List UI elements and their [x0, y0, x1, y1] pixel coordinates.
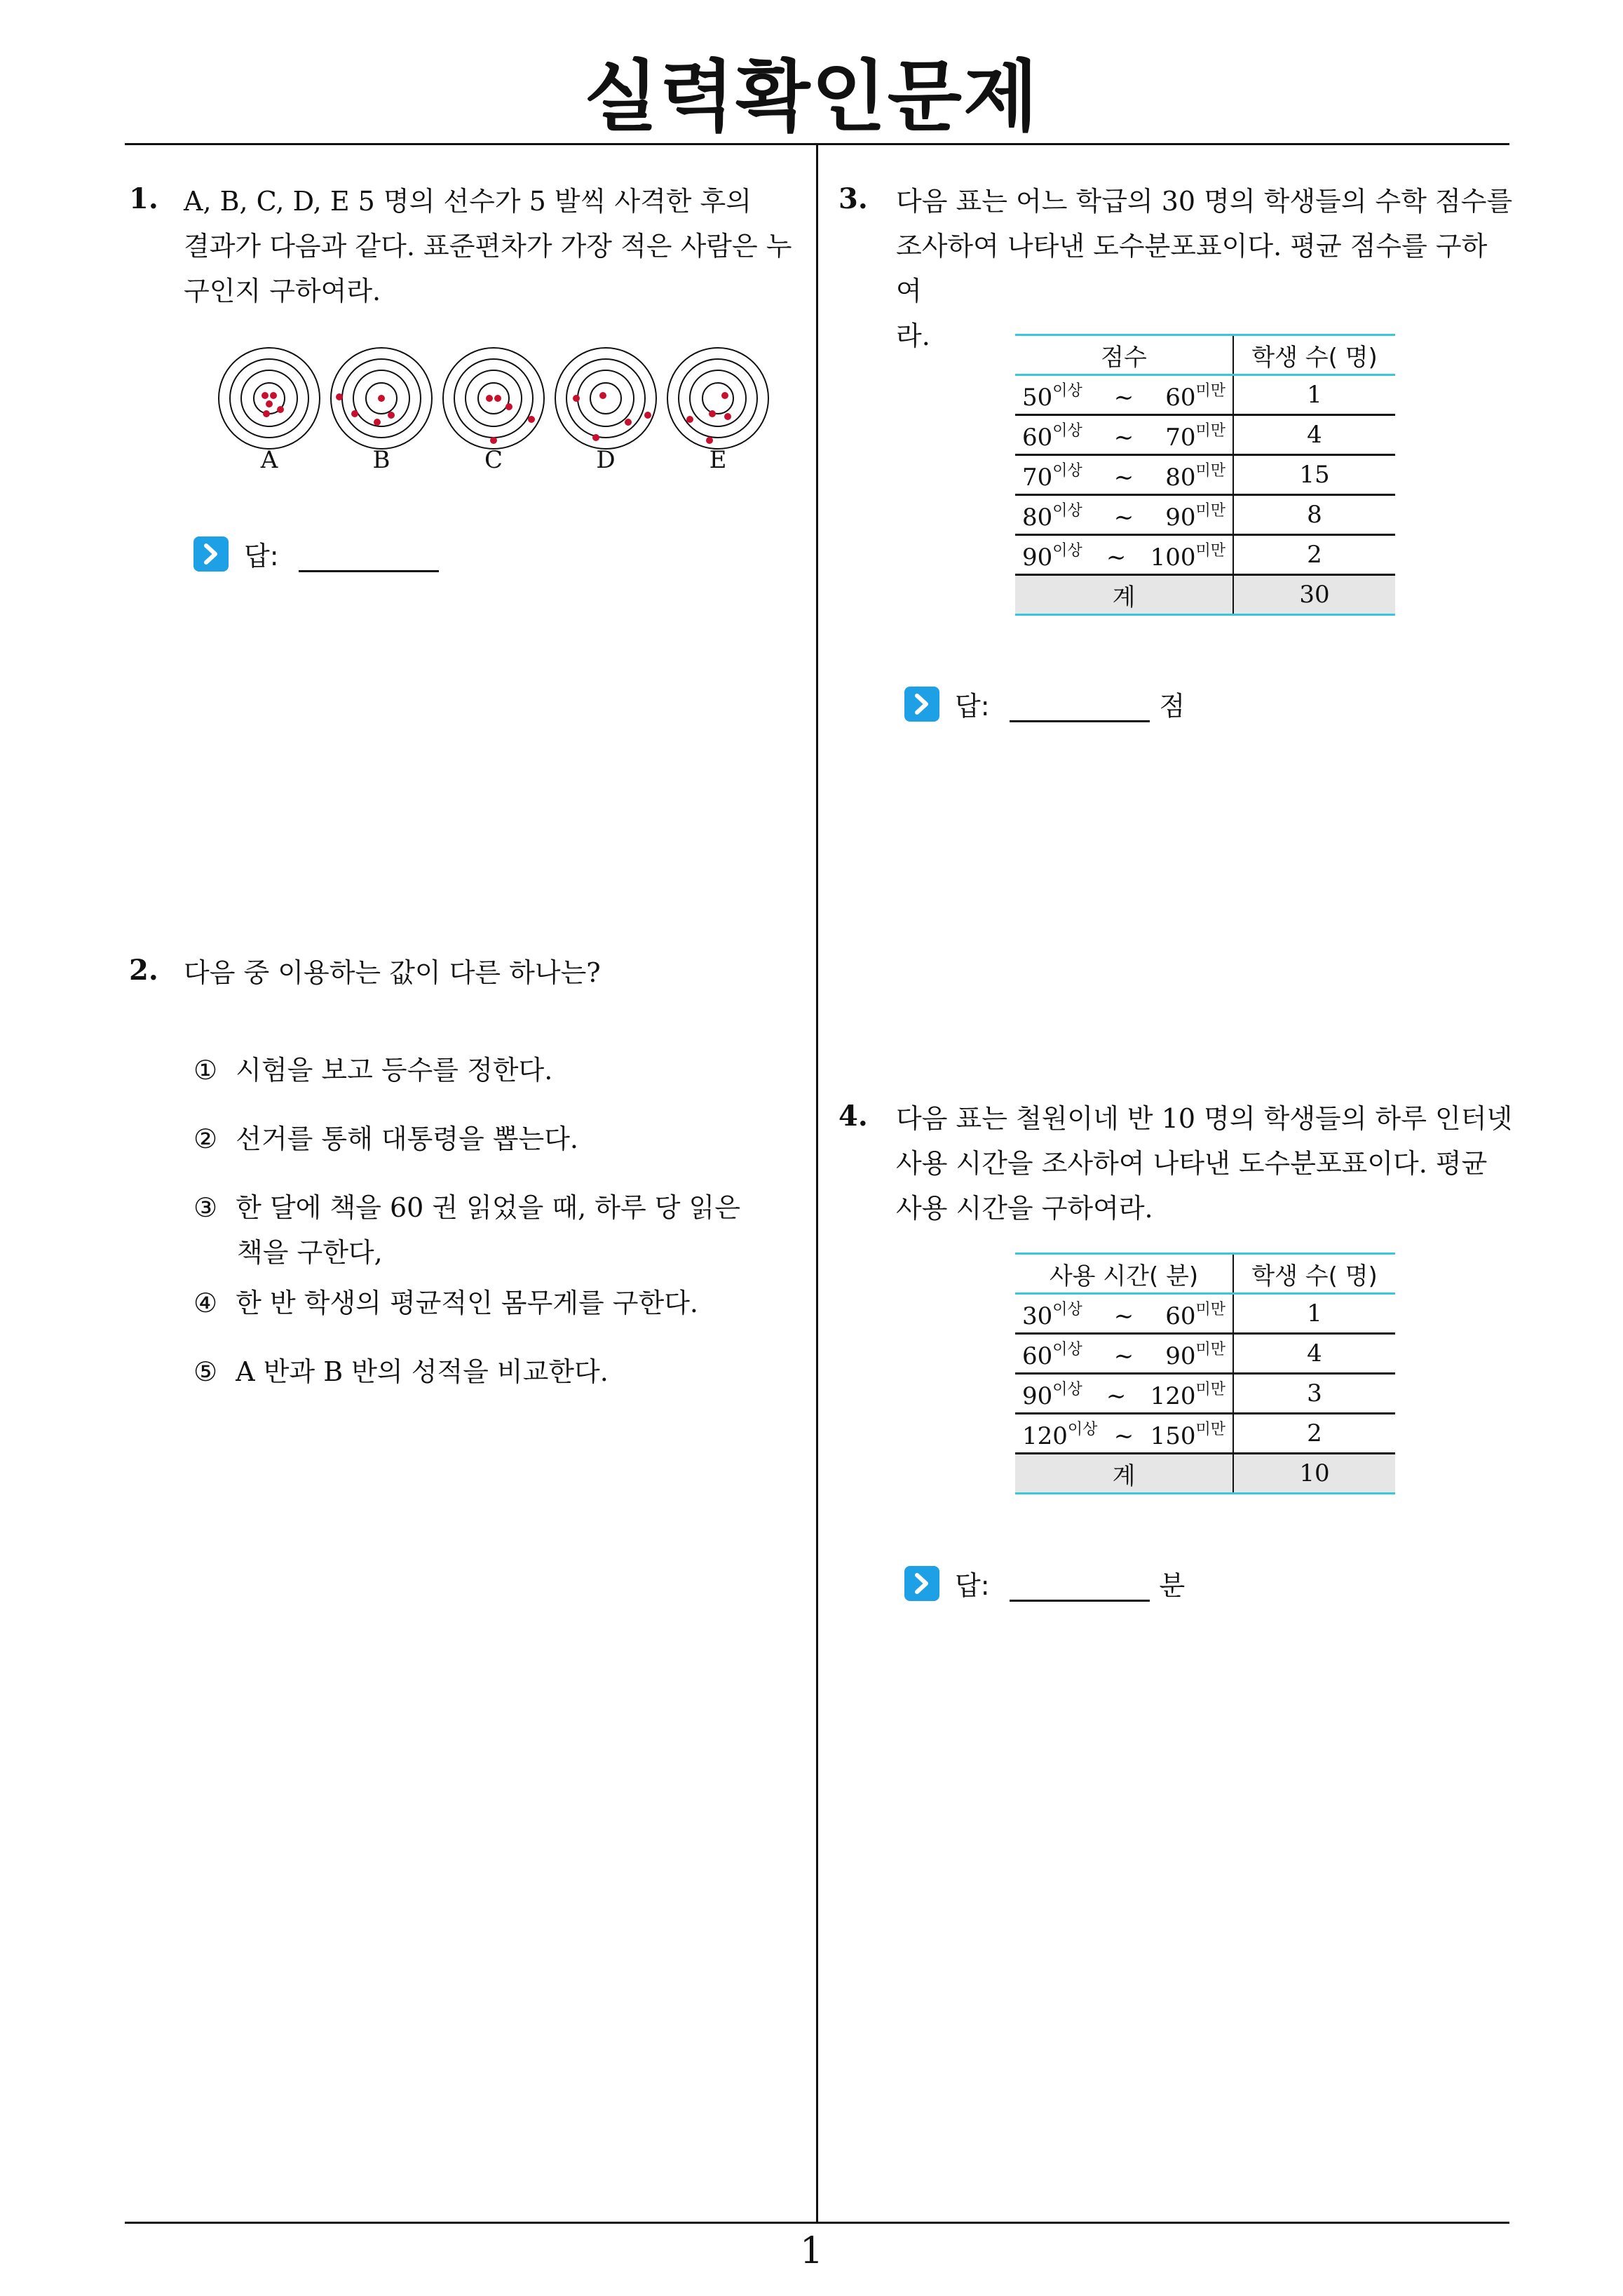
- question-text-line: 조사하여 나타낸 도수분포표이다. 평균 점수를 구하여: [896, 231, 1488, 306]
- column-header: 학생 수( 명): [1233, 1254, 1395, 1294]
- choice-mark: ④: [193, 1288, 218, 1318]
- question-text-line: 사용 시간을 구하여라.: [896, 1193, 1153, 1224]
- column-header: 사용 시간( 분): [1015, 1254, 1233, 1294]
- table-row: [1015, 1334, 1395, 1374]
- suffix: 이상: [1052, 1380, 1082, 1398]
- shot-mark: [686, 416, 693, 423]
- question-text: 다음 중 이용하는 값이 다른 하나는?: [184, 957, 601, 988]
- target-label: A: [260, 446, 278, 474]
- table-row: [1015, 455, 1395, 495]
- tilde: ∼: [1113, 383, 1134, 412]
- suffix: 미만: [1195, 461, 1225, 480]
- question-number: 3.: [838, 182, 868, 215]
- shot-mark: [378, 395, 385, 402]
- tilde: ∼: [1113, 423, 1134, 452]
- range-low: 80: [1022, 503, 1053, 532]
- range-low: 30: [1022, 1302, 1053, 1330]
- shot-mark: [486, 395, 493, 402]
- shot-mark: [573, 395, 580, 402]
- range-low: 90: [1022, 543, 1053, 572]
- count-cell: 15: [1233, 455, 1395, 495]
- tilde: ∼: [1113, 1342, 1134, 1370]
- shot-mark: [592, 434, 599, 441]
- shot-mark: [263, 410, 270, 417]
- page-number: 1: [799, 2230, 824, 2272]
- range-low: 60: [1022, 1342, 1053, 1370]
- shot-mark: [262, 392, 269, 399]
- shot-mark: [336, 393, 343, 400]
- shot-mark: [270, 392, 277, 399]
- answer-area: [193, 534, 439, 573]
- count-cell: 3: [1233, 1374, 1395, 1414]
- table-row: [1015, 415, 1395, 455]
- question-text-line: 구인지 구하여라.: [184, 276, 381, 306]
- count-cell: 4: [1233, 415, 1395, 455]
- question-number: 2.: [129, 954, 158, 987]
- table-row: [1015, 1414, 1395, 1454]
- range-low: 50: [1022, 383, 1053, 412]
- answer-unit: 분: [1159, 1570, 1186, 1601]
- shot-mark: [724, 413, 731, 420]
- range-low: 70: [1022, 463, 1053, 492]
- suffix: 이상: [1052, 541, 1082, 560]
- target-b: [331, 348, 432, 449]
- suffix: 이상: [1052, 381, 1082, 400]
- answer-area: [904, 1564, 1185, 1602]
- count-cell: 2: [1233, 1414, 1395, 1454]
- target-label: E: [709, 446, 727, 474]
- suffix: 미만: [1195, 1420, 1225, 1438]
- shot-mark: [277, 406, 284, 413]
- target-d: [555, 348, 656, 449]
- choice-mark: ②: [193, 1123, 218, 1154]
- choice-text: 시험을 보고 등수를 정한다.: [236, 1055, 553, 1086]
- choice-text: 한 달에 책을 60 권 읽었을 때, 하루 당 읽은: [236, 1192, 740, 1223]
- column-divider: [816, 144, 818, 2224]
- shot-mark: [490, 437, 497, 444]
- answer-label: 답:: [244, 541, 279, 572]
- tilde: ∼: [1113, 463, 1134, 492]
- choice-mark: ①: [193, 1055, 218, 1086]
- choice-4[interactable]: [193, 1281, 698, 1325]
- shot-mark: [721, 392, 728, 399]
- question-text-line: A, B, C, D, E 5 명의 선수가 5 발씩 사격한 후의: [184, 186, 752, 217]
- suffix: 이상: [1052, 1300, 1082, 1318]
- question-number: 1.: [129, 182, 158, 215]
- suffix: 이상: [1052, 461, 1082, 480]
- shot-mark: [625, 419, 632, 426]
- shooting-targets-figure: [210, 341, 785, 481]
- column-header: 점수: [1015, 335, 1233, 375]
- range-high: 60: [1165, 1302, 1196, 1330]
- tilde: ∼: [1113, 1422, 1134, 1450]
- total-count: 10: [1233, 1454, 1395, 1494]
- shot-mark: [706, 437, 713, 444]
- suffix: 이상: [1067, 1420, 1098, 1438]
- answer-label: 답:: [955, 1570, 990, 1601]
- shot-mark: [351, 410, 358, 417]
- total-row: [1015, 575, 1395, 615]
- shot-mark: [599, 392, 606, 399]
- shot-mark: [266, 400, 273, 407]
- answer-area: [904, 684, 1185, 723]
- target-c: [443, 348, 544, 449]
- range-high: 100: [1150, 543, 1196, 572]
- shot-mark: [528, 416, 535, 423]
- choice-mark: ③: [193, 1192, 218, 1223]
- shot-mark: [505, 403, 512, 410]
- range-high: 120: [1150, 1382, 1196, 1410]
- range-high: 150: [1150, 1422, 1196, 1450]
- question-text-line: 결과가 다음과 같다. 표준편차가 가장 적은 사람은 누: [184, 231, 792, 262]
- footer-divider: [125, 2222, 1509, 2224]
- range-high: 80: [1165, 463, 1196, 492]
- answer-blank[interactable]: [1010, 1565, 1150, 1602]
- suffix: 미만: [1195, 1340, 1225, 1358]
- suffix: 이상: [1052, 421, 1082, 440]
- question-text-line: 사용 시간을 조사하여 나타낸 도수분포표이다. 평균: [896, 1148, 1488, 1179]
- suffix: 미만: [1195, 421, 1225, 440]
- shot-mark: [388, 412, 395, 419]
- count-cell: 1: [1233, 375, 1395, 415]
- target-label: D: [596, 446, 616, 474]
- question-text-line: 다음 표는 어느 학급의 30 명의 학생들의 수학 점수를: [896, 186, 1513, 217]
- suffix: 이상: [1052, 1340, 1082, 1358]
- answer-label: 답:: [955, 691, 990, 722]
- suffix: 이상: [1052, 501, 1082, 520]
- count-cell: 1: [1233, 1294, 1395, 1334]
- choice-text: A 반과 B 반의 성적을 비교한다.: [236, 1356, 609, 1387]
- suffix: 미만: [1195, 1380, 1225, 1398]
- choice-mark: ⑤: [193, 1356, 218, 1387]
- choice-1[interactable]: [193, 1048, 552, 1093]
- range-low: 90: [1022, 1382, 1053, 1410]
- count-cell: 2: [1233, 535, 1395, 575]
- range-high: 60: [1165, 383, 1196, 412]
- target-label: B: [372, 446, 391, 474]
- range-high: 90: [1165, 503, 1196, 532]
- choice-text-continued: 책을 구한다,: [237, 1237, 383, 1268]
- answer-blank[interactable]: [1010, 685, 1150, 722]
- range-low: 120: [1022, 1422, 1068, 1450]
- shot-mark: [644, 412, 651, 419]
- frequency-table: [1015, 334, 1395, 616]
- count-cell: 8: [1233, 495, 1395, 535]
- total-label: 계: [1015, 1454, 1233, 1494]
- choice-text: 한 반 학생의 평균적인 몸무게를 구한다.: [236, 1288, 698, 1318]
- frequency-table: [1015, 1252, 1395, 1494]
- question-text-line: 라.: [896, 320, 930, 351]
- suffix: 미만: [1195, 501, 1225, 520]
- total-label: 계: [1015, 575, 1233, 615]
- total-count: 30: [1233, 575, 1395, 615]
- range-low: 60: [1022, 423, 1053, 452]
- table-row: [1015, 535, 1395, 575]
- chevron-right-icon: [193, 536, 229, 572]
- table-row: [1015, 1294, 1395, 1334]
- column-header: 학생 수( 명): [1233, 335, 1395, 375]
- shot-mark: [494, 395, 501, 402]
- choice-2[interactable]: [193, 1116, 578, 1161]
- table-row: [1015, 1374, 1395, 1414]
- chevron-right-icon: [904, 1566, 939, 1601]
- table-row: [1015, 495, 1395, 535]
- count-cell: 4: [1233, 1334, 1395, 1374]
- suffix: 미만: [1195, 541, 1225, 560]
- suffix: 미만: [1195, 1300, 1225, 1318]
- tilde: ∼: [1106, 1382, 1127, 1410]
- table-row: [1015, 375, 1395, 415]
- target-e: [667, 348, 768, 449]
- page-title: 실력확인문제: [583, 52, 1040, 142]
- choice-5[interactable]: [193, 1349, 609, 1394]
- target-a: [219, 348, 320, 449]
- answer-blank[interactable]: [299, 535, 439, 572]
- answer-unit: 점: [1159, 691, 1186, 722]
- shot-mark: [709, 410, 716, 417]
- shot-mark: [374, 419, 381, 426]
- choice-3[interactable]: [193, 1185, 740, 1275]
- chevron-right-icon: [904, 687, 939, 722]
- total-row: [1015, 1454, 1395, 1494]
- question-text-line: 다음 표는 철원이네 반 10 명의 학생들의 하루 인터넷: [896, 1103, 1513, 1134]
- range-high: 70: [1165, 423, 1196, 452]
- tilde: ∼: [1113, 503, 1134, 532]
- range-high: 90: [1165, 1342, 1196, 1370]
- target-label: C: [484, 446, 503, 474]
- choice-text: 선거를 통해 대통령을 뽑는다.: [236, 1123, 578, 1154]
- question-number: 4.: [838, 1100, 868, 1133]
- suffix: 미만: [1195, 381, 1225, 400]
- tilde: ∼: [1106, 543, 1127, 572]
- tilde: ∼: [1113, 1302, 1134, 1330]
